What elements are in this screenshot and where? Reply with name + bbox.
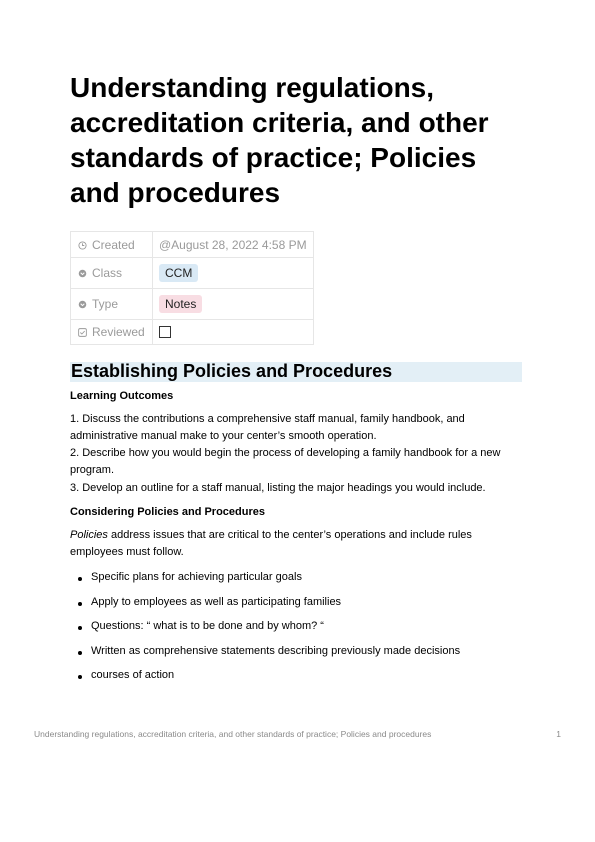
page-number: 1 (556, 729, 561, 739)
type-tag[interactable]: Notes (159, 295, 202, 313)
property-key-label: Type (92, 297, 119, 311)
policies-text: address issues that are critical to the center’s operations and include rules employees must follow. (70, 529, 472, 558)
select-icon (78, 269, 87, 278)
list-item: Apply to employees as well as participating families (70, 592, 520, 617)
property-key-label: Created (92, 237, 135, 252)
property-value: @August 28, 2022 4:58 PM (153, 232, 314, 258)
section-heading: Establishing Policies and Procedures (70, 362, 522, 382)
policies-term: Policies (70, 529, 108, 541)
property-row-type (71, 289, 314, 320)
page-footer (34, 729, 561, 739)
bullet-list (70, 567, 520, 690)
class-tag[interactable]: CCM (159, 264, 198, 282)
property-key (71, 289, 153, 320)
list-item: courses of action (70, 665, 520, 690)
footer-title: Understanding regulations, accreditation criteria, and other standards of practice; Policies and procedures (34, 729, 432, 739)
considering-heading: Considering Policies and Procedures (70, 506, 265, 518)
property-key (71, 320, 153, 345)
list-item: Specific plans for achieving particular goals (70, 567, 520, 592)
property-key-label: Reviewed (92, 325, 145, 339)
outcome-item: 3. Develop an outline for a staff manual, listing the major headings you would include. (70, 482, 486, 494)
policies-paragraph (70, 527, 520, 561)
property-row-class (71, 258, 314, 289)
reviewed-checkbox[interactable] (159, 326, 171, 338)
property-key-label: Class (92, 266, 123, 280)
clock-icon (78, 241, 87, 250)
checkbox-icon (78, 328, 87, 337)
property-row-reviewed (71, 320, 314, 345)
property-value (153, 258, 314, 289)
property-key (71, 232, 153, 258)
property-row-created (71, 232, 314, 258)
learning-outcomes-heading: Learning Outcomes (70, 390, 174, 402)
list-item: Written as comprehensive statements describing previously made decisions (70, 641, 520, 666)
outcome-item: 2. Describe how you would begin the process of developing a family handbook for a new program. (70, 447, 501, 476)
property-key (71, 258, 153, 289)
select-icon (78, 300, 87, 309)
list-item: Questions: “ what is to be done and by whom? “ (70, 616, 520, 641)
property-value (153, 320, 314, 345)
outcome-item: 1. Discuss the contributions a comprehensive staff manual, family handbook, and administrative manual make to your center’s smooth operation. (70, 413, 465, 442)
properties-table (70, 231, 314, 345)
property-value (153, 289, 314, 320)
page-title: Understanding regulations, accreditation criteria, and other standards of practice; Policies and procedures (70, 72, 489, 208)
